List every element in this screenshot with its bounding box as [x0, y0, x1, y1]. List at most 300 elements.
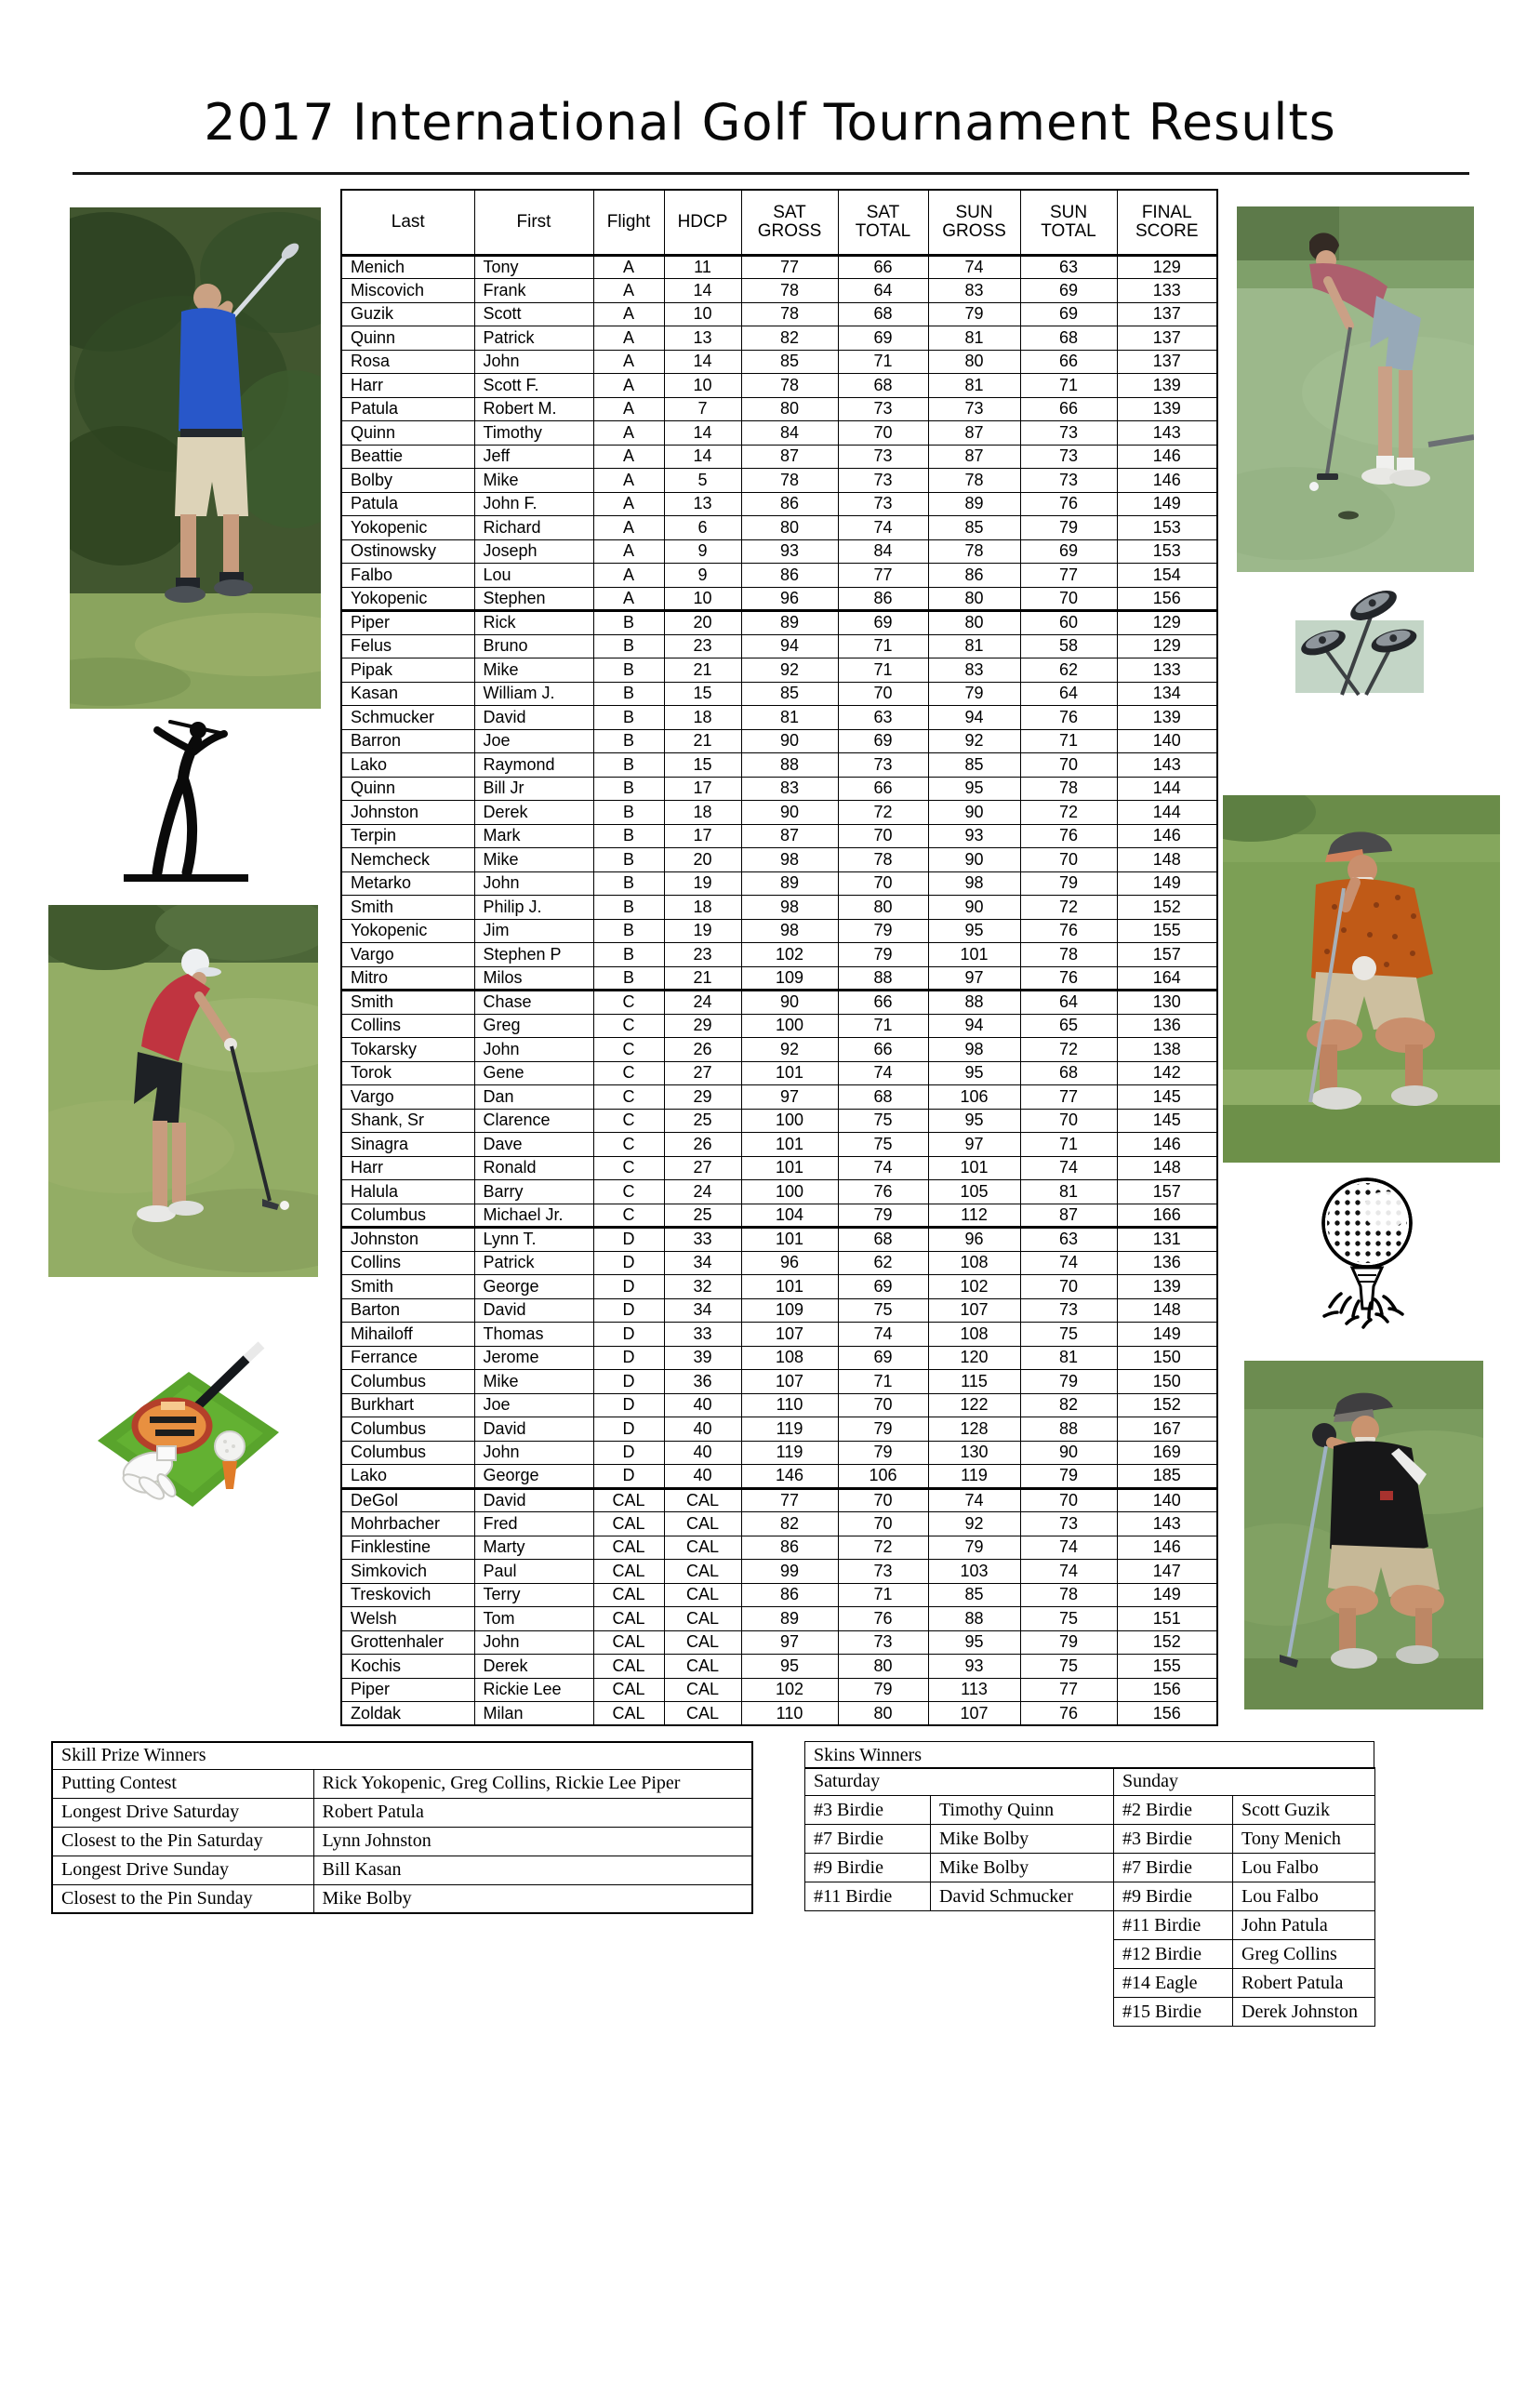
result-cell: Richard: [474, 516, 593, 540]
result-cell: 33: [664, 1228, 741, 1252]
result-cell: 144: [1117, 777, 1217, 801]
result-cell: Mark: [474, 824, 593, 848]
result-cell: 81: [1020, 1346, 1117, 1370]
result-cell: 68: [1020, 326, 1117, 351]
shoe: [168, 1201, 204, 1216]
result-cell: 10: [664, 374, 741, 398]
result-cell: 130: [1117, 991, 1217, 1015]
result-cell: 79: [928, 302, 1020, 326]
result-cell: 69: [838, 729, 928, 753]
golf-ball: [280, 1201, 289, 1210]
result-cell: 75: [1020, 1607, 1117, 1631]
result-cell: Kasan: [341, 682, 474, 706]
result-cell: 107: [741, 1370, 838, 1394]
result-cell: Tony: [474, 255, 593, 279]
result-cell: 24: [664, 1180, 741, 1204]
result-cell: 89: [741, 871, 838, 896]
result-row: [341, 1275, 1217, 1299]
skill-prize-body: [52, 1769, 752, 1913]
result-cell: 71: [838, 1014, 928, 1038]
result-cell: 89: [741, 611, 838, 635]
result-row: [341, 1678, 1217, 1702]
result-cell: 93: [741, 539, 838, 564]
result-cell: 73: [928, 397, 1020, 421]
result-cell: 79: [838, 919, 928, 943]
result-cell: Patula: [341, 492, 474, 516]
result-cell: 89: [928, 492, 1020, 516]
result-cell: 78: [741, 469, 838, 493]
result-cell: Treskovich: [341, 1583, 474, 1607]
result-cell: 77: [1020, 564, 1117, 588]
skill-prize-cell: Robert Patula: [313, 1798, 752, 1827]
result-cell: 25: [664, 1109, 741, 1133]
result-cell: 18: [664, 801, 741, 825]
result-row: [341, 1560, 1217, 1584]
result-cell: 148: [1117, 1298, 1217, 1323]
result-cell: Guzik: [341, 302, 474, 326]
result-cell: Zoldak: [341, 1702, 474, 1726]
result-cell: Falbo: [341, 564, 474, 588]
skins-sunday-row: [1114, 1998, 1375, 2027]
result-cell: CAL: [664, 1630, 741, 1655]
result-cell: 157: [1117, 943, 1217, 967]
result-cell: 70: [1020, 587, 1117, 611]
col-header-final-score: FINAL SCORE: [1117, 190, 1217, 255]
result-cell: 74: [1020, 1536, 1117, 1560]
result-cell: 70: [838, 1512, 928, 1536]
result-cell: 143: [1117, 1512, 1217, 1536]
result-row: [341, 302, 1217, 326]
result-cell: 76: [1020, 824, 1117, 848]
result-cell: 33: [664, 1323, 741, 1347]
result-cell: 73: [1020, 445, 1117, 469]
result-cell: 143: [1117, 753, 1217, 778]
result-row: [341, 1298, 1217, 1323]
result-cell: 73: [838, 1630, 928, 1655]
result-cell: Yokopenic: [341, 587, 474, 611]
skill-prize-row: [52, 1769, 752, 1798]
result-cell: 75: [1020, 1323, 1117, 1347]
ball-on-tee-clipart: [1302, 1167, 1432, 1344]
result-cell: B: [593, 682, 664, 706]
result-cell: 139: [1117, 374, 1217, 398]
result-cell: 143: [1117, 421, 1217, 446]
shoe: [1391, 1085, 1438, 1106]
skins-saturday-row: [805, 1854, 1114, 1882]
result-cell: 86: [928, 564, 1020, 588]
result-cell: CAL: [593, 1488, 664, 1512]
result-cell: C: [593, 1038, 664, 1062]
result-cell: B: [593, 943, 664, 967]
result-cell: Collins: [341, 1014, 474, 1038]
photo-blue-golfer: [70, 207, 321, 709]
skins-cell: #9 Birdie: [1114, 1882, 1233, 1911]
results-header: [341, 190, 1217, 255]
skins-sunday-row: [1114, 1911, 1375, 1940]
result-row: [341, 1607, 1217, 1631]
result-cell: Tokarsky: [341, 1038, 474, 1062]
result-cell: 74: [1020, 1560, 1117, 1584]
skins-sunday-row: [1114, 1796, 1375, 1825]
col-header-flight: Flight: [593, 190, 664, 255]
skins-title: Skins Winners: [804, 1741, 1374, 1769]
result-cell: 7: [664, 397, 741, 421]
result-cell: Bruno: [474, 634, 593, 658]
result-cell: 146: [1117, 824, 1217, 848]
result-cell: 73: [838, 1560, 928, 1584]
result-cell: 79: [838, 1678, 928, 1702]
golf-kit: [88, 1337, 284, 1518]
result-cell: CAL: [593, 1630, 664, 1655]
result-cell: 11: [664, 255, 741, 279]
result-row: [341, 326, 1217, 351]
result-cell: 71: [838, 1583, 928, 1607]
result-cell: 21: [664, 729, 741, 753]
result-cell: Dave: [474, 1133, 593, 1157]
skins-saturday-label: Saturday: [805, 1768, 1114, 1796]
result-cell: C: [593, 1014, 664, 1038]
result-cell: Quinn: [341, 421, 474, 446]
result-row: [341, 564, 1217, 588]
result-cell: B: [593, 896, 664, 920]
result-row: [341, 824, 1217, 848]
result-cell: 79: [1020, 516, 1117, 540]
result-row: [341, 1630, 1217, 1655]
result-cell: Barry: [474, 1180, 593, 1204]
result-cell: 138: [1117, 1038, 1217, 1062]
result-cell: Rick: [474, 611, 593, 635]
result-cell: A: [593, 302, 664, 326]
result-cell: 149: [1117, 1323, 1217, 1347]
result-cell: 74: [838, 516, 928, 540]
result-cell: 146: [741, 1465, 838, 1489]
result-cell: 79: [1020, 1370, 1117, 1394]
result-cell: 70: [1020, 1109, 1117, 1133]
result-cell: 40: [664, 1465, 741, 1489]
result-cell: 148: [1117, 848, 1217, 872]
result-row: [341, 611, 1217, 635]
result-cell: Miscovich: [341, 279, 474, 303]
result-cell: 68: [1020, 1061, 1117, 1085]
skill-prize-cell: Longest Drive Saturday: [52, 1798, 313, 1827]
result-row: [341, 801, 1217, 825]
result-cell: Mitro: [341, 966, 474, 991]
results-body: [341, 255, 1217, 1725]
result-row: [341, 492, 1217, 516]
result-cell: 14: [664, 421, 741, 446]
result-cell: 69: [838, 1346, 928, 1370]
result-cell: 105: [928, 1180, 1020, 1204]
skins-cell: #7 Birdie: [805, 1825, 931, 1854]
result-cell: 90: [928, 801, 1020, 825]
result-cell: John: [474, 350, 593, 374]
result-cell: Joe: [474, 1393, 593, 1417]
result-cell: 98: [741, 848, 838, 872]
result-cell: 149: [1117, 1583, 1217, 1607]
result-cell: 88: [928, 991, 1020, 1015]
skins-cell: Robert Patula: [1233, 1969, 1375, 1998]
result-cell: 70: [1020, 753, 1117, 778]
result-cell: Mike: [474, 1370, 593, 1394]
result-cell: 149: [1117, 871, 1217, 896]
skill-prize-row: [52, 1884, 752, 1913]
result-cell: 84: [741, 421, 838, 446]
result-cell: Grottenhaler: [341, 1630, 474, 1655]
col-header-sat-total: SAT TOTAL: [838, 190, 928, 255]
result-cell: 147: [1117, 1560, 1217, 1584]
result-cell: 150: [1117, 1370, 1217, 1394]
golf-ball: [215, 1431, 245, 1461]
result-cell: 64: [1020, 991, 1117, 1015]
result-cell: 78: [838, 848, 928, 872]
result-cell: 139: [1117, 706, 1217, 730]
result-cell: Patula: [341, 397, 474, 421]
result-cell: 5: [664, 469, 741, 493]
result-cell: 70: [838, 421, 928, 446]
result-cell: 136: [1117, 1251, 1217, 1275]
skill-prize-cell: Mike Bolby: [313, 1884, 752, 1913]
result-cell: 73: [1020, 1298, 1117, 1323]
result-cell: 79: [928, 682, 1020, 706]
result-row: [341, 1702, 1217, 1726]
result-cell: Lynn T.: [474, 1228, 593, 1252]
result-cell: 148: [1117, 1156, 1217, 1180]
result-cell: 98: [928, 871, 1020, 896]
result-cell: 142: [1117, 1061, 1217, 1085]
result-cell: 74: [1020, 1251, 1117, 1275]
tee: [222, 1461, 237, 1489]
result-cell: 65: [1020, 1014, 1117, 1038]
result-cell: 146: [1117, 1536, 1217, 1560]
result-cell: A: [593, 492, 664, 516]
result-cell: Felus: [341, 634, 474, 658]
result-cell: 80: [928, 587, 1020, 611]
result-cell: 81: [928, 634, 1020, 658]
result-cell: Vargo: [341, 943, 474, 967]
skins-sunday-row: [1114, 1882, 1375, 1911]
result-cell: 153: [1117, 516, 1217, 540]
result-row: [341, 255, 1217, 279]
result-row: [341, 706, 1217, 730]
skill-prize-table: [51, 1741, 753, 1914]
skins-sunday-row: [1114, 1969, 1375, 1998]
result-row: [341, 753, 1217, 778]
result-cell: 74: [838, 1156, 928, 1180]
result-cell: Barron: [341, 729, 474, 753]
result-cell: 34: [664, 1298, 741, 1323]
golfer-silhouette: [116, 716, 256, 888]
result-row: [341, 1583, 1217, 1607]
skill-prize-cell: Lynn Johnston: [313, 1827, 752, 1856]
result-cell: 97: [928, 966, 1020, 991]
skill-prize-cell: Putting Contest: [52, 1769, 313, 1798]
result-cell: 81: [741, 706, 838, 730]
skins-cell: #15 Birdie: [1114, 1998, 1233, 2027]
shoe: [165, 586, 206, 603]
result-cell: CAL: [593, 1702, 664, 1726]
result-cell: 27: [664, 1061, 741, 1085]
result-cell: 36: [664, 1370, 741, 1394]
result-cell: 92: [741, 1038, 838, 1062]
results-header-row: [341, 190, 1217, 255]
result-cell: 94: [928, 706, 1020, 730]
result-cell: 17: [664, 824, 741, 848]
result-cell: 70: [1020, 1275, 1117, 1299]
result-cell: 73: [1020, 469, 1117, 493]
result-row: [341, 516, 1217, 540]
result-cell: Quinn: [341, 326, 474, 351]
result-cell: Piper: [341, 1678, 474, 1702]
result-row: [341, 350, 1217, 374]
result-cell: 71: [838, 350, 928, 374]
result-cell: 17: [664, 777, 741, 801]
col-header-hdcp: HDCP: [664, 190, 741, 255]
result-cell: 75: [1020, 1655, 1117, 1679]
result-cell: 108: [741, 1346, 838, 1370]
result-cell: 95: [741, 1655, 838, 1679]
result-cell: B: [593, 871, 664, 896]
result-cell: D: [593, 1251, 664, 1275]
result-cell: 73: [1020, 421, 1117, 446]
orange-golfer-illustration: [1223, 795, 1500, 1163]
result-cell: Derek: [474, 801, 593, 825]
result-cell: D: [593, 1275, 664, 1299]
result-cell: John: [474, 871, 593, 896]
result-cell: 64: [838, 279, 928, 303]
result-cell: A: [593, 350, 664, 374]
result-cell: 18: [664, 706, 741, 730]
result-cell: Quinn: [341, 777, 474, 801]
result-cell: 63: [1020, 1228, 1117, 1252]
result-cell: Jeff: [474, 445, 593, 469]
result-cell: 70: [838, 1488, 928, 1512]
result-row: [341, 729, 1217, 753]
col-header-sun-gross: SUN GROSS: [928, 190, 1020, 255]
result-cell: 19: [664, 871, 741, 896]
result-cell: Raymond: [474, 753, 593, 778]
result-row: [341, 587, 1217, 611]
result-cell: George: [474, 1275, 593, 1299]
result-cell: 87: [741, 824, 838, 848]
result-cell: Halula: [341, 1180, 474, 1204]
result-cell: 74: [838, 1061, 928, 1085]
result-cell: 154: [1117, 564, 1217, 588]
result-cell: 100: [741, 1180, 838, 1204]
result-cell: 82: [741, 1512, 838, 1536]
result-row: [341, 1346, 1217, 1370]
result-cell: C: [593, 1156, 664, 1180]
blue-golfer-illustration: [70, 207, 321, 709]
result-cell: 92: [928, 729, 1020, 753]
result-cell: 83: [928, 279, 1020, 303]
result-cell: 108: [928, 1251, 1020, 1275]
result-cell: A: [593, 516, 664, 540]
result-cell: Mike: [474, 848, 593, 872]
result-cell: 113: [928, 1678, 1020, 1702]
result-cell: 136: [1117, 1014, 1217, 1038]
result-cell: 87: [928, 445, 1020, 469]
result-cell: 71: [838, 1370, 928, 1394]
result-row: [341, 374, 1217, 398]
result-cell: 24: [664, 991, 741, 1015]
golf-ball: [1309, 482, 1319, 491]
golf-clubs: [1288, 589, 1432, 698]
shoe: [1331, 1648, 1377, 1669]
result-cell: 79: [1020, 1465, 1117, 1489]
result-cell: B: [593, 966, 664, 991]
result-cell: A: [593, 397, 664, 421]
result-cell: CAL: [593, 1536, 664, 1560]
result-row: [341, 1536, 1217, 1560]
result-cell: C: [593, 1061, 664, 1085]
result-cell: 120: [928, 1346, 1020, 1370]
result-cell: Paul: [474, 1560, 593, 1584]
photo-maroon-putter: [1237, 206, 1474, 572]
result-cell: 79: [928, 1536, 1020, 1560]
result-cell: 109: [741, 1298, 838, 1323]
result-cell: 110: [741, 1393, 838, 1417]
result-cell: Collins: [341, 1251, 474, 1275]
skins-cell: David Schmucker: [931, 1882, 1114, 1911]
result-cell: 74: [838, 1323, 928, 1347]
result-cell: Bolby: [341, 469, 474, 493]
result-cell: 68: [838, 302, 928, 326]
result-row: [341, 1465, 1217, 1489]
skins-cell: Mike Bolby: [931, 1825, 1114, 1854]
result-cell: Greg: [474, 1014, 593, 1038]
result-cell: D: [593, 1228, 664, 1252]
result-cell: 95: [928, 919, 1020, 943]
result-cell: 66: [838, 991, 928, 1015]
result-cell: Joseph: [474, 539, 593, 564]
results-table: [340, 189, 1218, 1726]
skill-prize-cell: Longest Drive Sunday: [52, 1856, 313, 1884]
result-cell: Milan: [474, 1702, 593, 1726]
result-row: [341, 445, 1217, 469]
result-cell: 145: [1117, 1085, 1217, 1110]
result-cell: 73: [838, 397, 928, 421]
result-cell: 129: [1117, 255, 1217, 279]
result-cell: 131: [1117, 1228, 1217, 1252]
result-cell: 97: [741, 1085, 838, 1110]
result-cell: 107: [928, 1298, 1020, 1323]
result-cell: 74: [928, 1488, 1020, 1512]
result-cell: CAL: [593, 1607, 664, 1631]
result-cell: 149: [1117, 492, 1217, 516]
result-cell: 146: [1117, 445, 1217, 469]
col-header-first: First: [474, 190, 593, 255]
result-cell: 14: [664, 445, 741, 469]
skins-cell: Scott Guzik: [1233, 1796, 1375, 1825]
result-row: [341, 991, 1217, 1015]
result-row: [341, 1038, 1217, 1062]
result-cell: 73: [838, 492, 928, 516]
result-cell: 88: [741, 753, 838, 778]
result-cell: 157: [1117, 1180, 1217, 1204]
result-cell: 75: [838, 1298, 928, 1323]
skins-saturday-table: [804, 1767, 1114, 1911]
result-cell: 115: [928, 1370, 1020, 1394]
ball-on-tee: [1302, 1167, 1432, 1344]
result-cell: Columbus: [341, 1417, 474, 1442]
result-cell: 98: [928, 1038, 1020, 1062]
result-cell: Tom: [474, 1607, 593, 1631]
skins-saturday-body: [805, 1796, 1114, 1911]
result-cell: CAL: [664, 1560, 741, 1584]
shoe: [1311, 1087, 1361, 1110]
result-cell: 79: [1020, 1630, 1117, 1655]
result-cell: 85: [741, 682, 838, 706]
